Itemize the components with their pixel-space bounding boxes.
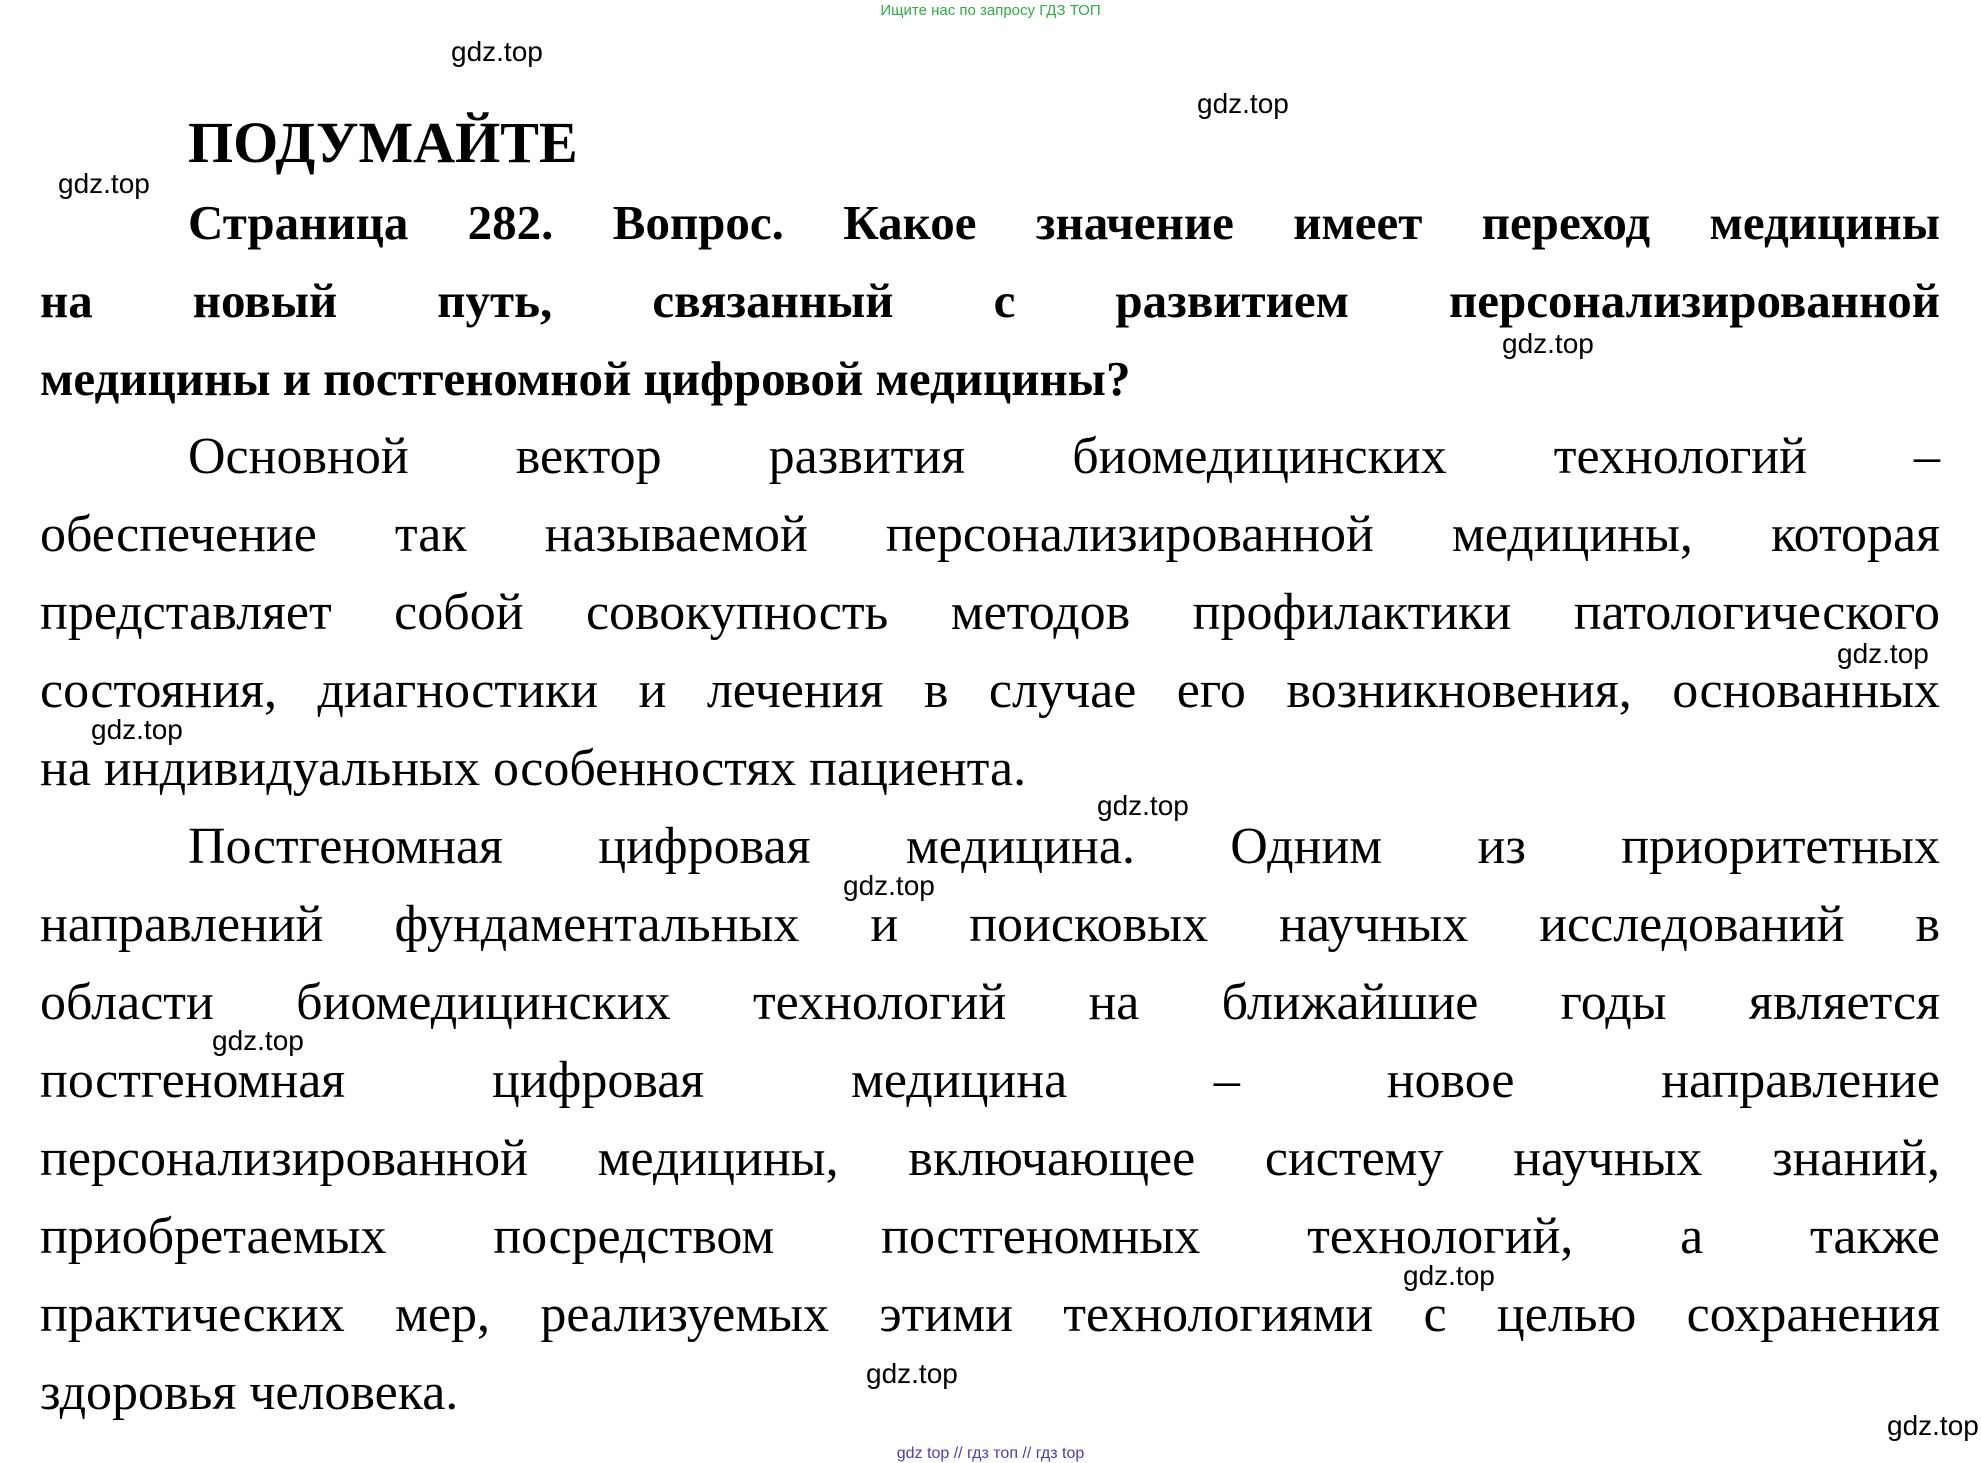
question-line: на новый путь, связанный с развитием персонализированной (40, 273, 1940, 328)
watermark: gdz.top (1097, 790, 1189, 821)
watermark: gdz.top (451, 36, 543, 67)
watermark: gdz.top (58, 168, 150, 199)
answer-line: представляет собой совокупность методов профилактики патологического (40, 584, 1940, 641)
answer-line: здоровья человека. (40, 1364, 459, 1421)
page-heading: ПОДУМАЙТЕ (188, 110, 578, 175)
answer-line: Постгеномная цифровая медицина. Одним из приоритетных (188, 818, 1940, 875)
watermark: gdz.top (1887, 1410, 1979, 1441)
watermark: gdz.top (1502, 328, 1594, 359)
answer-line: области биомедицинских технологий на ближайшие годы является (40, 974, 1940, 1031)
answer-line: на индивидуальных особенностях пациента. (40, 740, 1027, 797)
watermark: gdz.top (91, 714, 183, 745)
watermark: gdz.top (843, 870, 935, 901)
question-line: медицины и постгеномной цифровой медицины? (40, 351, 1131, 406)
answer-line: направлений фундаментальных и поисковых научных исследований в (40, 896, 1940, 953)
answer-line: постгеномная цифровая медицина – новое направление (40, 1052, 1940, 1109)
watermark: gdz.top (866, 1358, 958, 1389)
answer-line: приобретаемых посредством постгеномных технологий, а также (40, 1208, 1940, 1265)
footer-links: gdz top // гдз топ // гдз top (896, 1445, 1085, 1462)
answer-line: практических мер, реализуемых этими технологиями с целью сохранения (40, 1286, 1940, 1343)
answer-line: персонализированной медицины, включающее систему научных знаний, (40, 1130, 1940, 1187)
answer-line: состояния, диагностики и лечения в случае его возникновения, основанных (40, 662, 1940, 719)
watermark: gdz.top (1403, 1260, 1495, 1291)
watermark: gdz.top (1837, 638, 1929, 669)
answer-line: обеспечение так называемой персонализированной медицины, которая (40, 506, 1940, 563)
question-line: Страница 282. Вопрос. Какое значение имеет переход медицины (188, 195, 1940, 250)
top-banner: Ищите нас по запросу ГДЗ ТОП (880, 2, 1101, 19)
answer-line: Основной вектор развития биомедицинских технологий – (188, 428, 1940, 485)
watermark: gdz.top (212, 1025, 304, 1056)
watermark: gdz.top (1197, 88, 1289, 119)
